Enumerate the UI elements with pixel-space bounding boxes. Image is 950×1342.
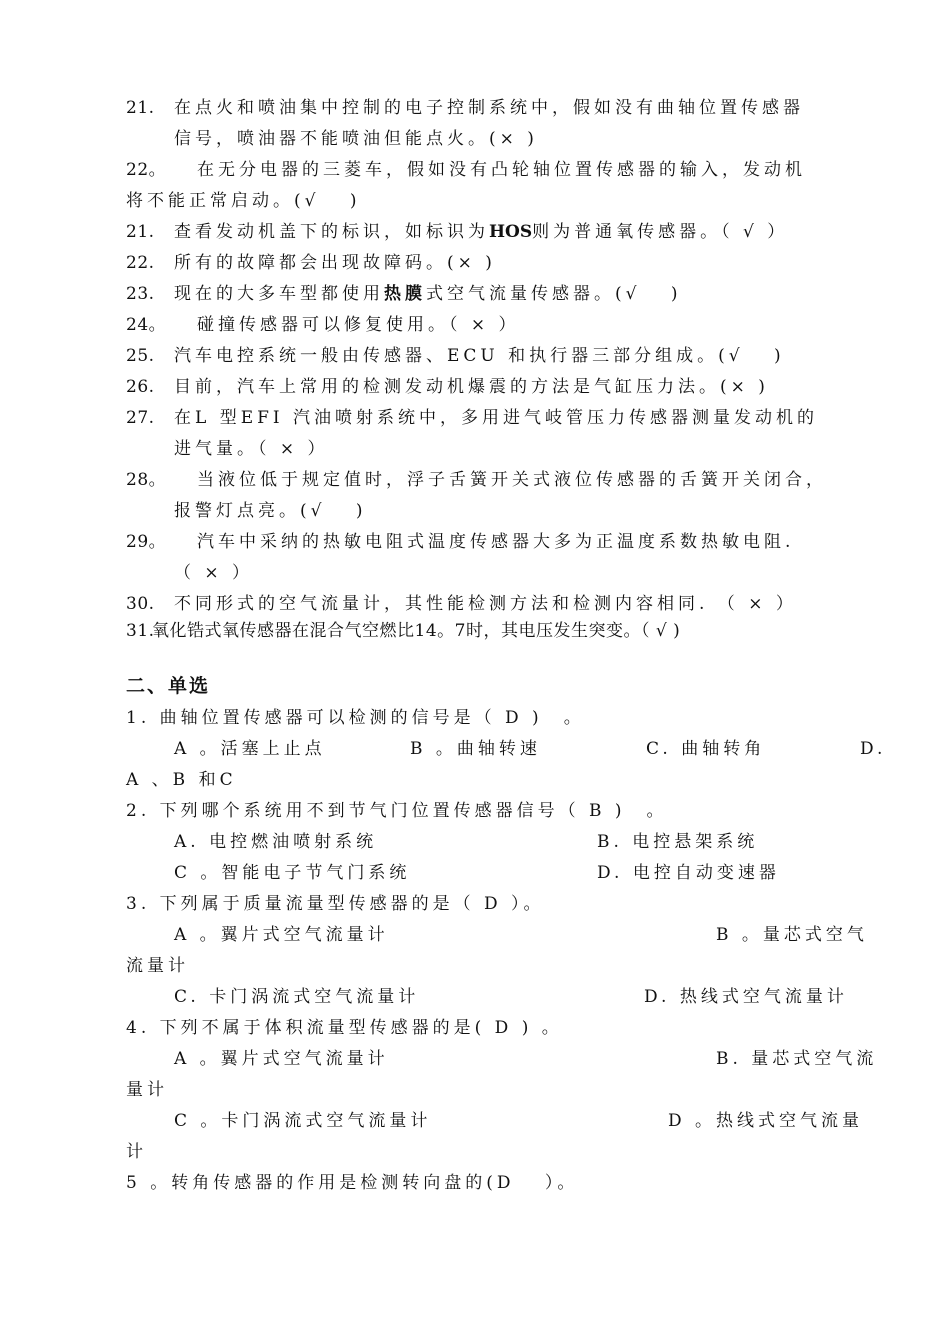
tf-number: 22。	[126, 160, 167, 180]
tf-item-text: 在L 型EFI 汽油喷射系统中，多用进气岐管压力传感器测量发动机的	[174, 408, 819, 428]
tf-number: 27.	[126, 408, 155, 428]
tf-item-text: 碰撞传感器可以修复使用。（ × ）	[197, 315, 520, 335]
bold-term: 热膜	[384, 284, 426, 304]
mc-option-d: D. 热线式空气流量计	[644, 987, 848, 1007]
mc-option-a: A 。翼片式空气流量计	[174, 925, 389, 945]
mc-question: 3. 下列属于质量流量型传感器的是（ D ）。	[126, 894, 545, 914]
tf-number: 26.	[126, 377, 155, 397]
mc-question: 5 。转角传感器的作用是检测转向盘的(D ）。	[126, 1173, 579, 1193]
tf-item-text: 查看发动机盖下的标识，如标识为HOS则为普通氧传感器。（ √ ）	[174, 222, 789, 242]
mc-option-wrap: 计	[126, 1142, 147, 1162]
tf-item-text: 在无分电器的三菱车，假如没有凸轮轴位置传感器的输入，发动机	[197, 160, 806, 180]
tf-item-text: 信号，喷油器不能喷油但能点火。(× )	[174, 129, 538, 149]
tf-item-text: 汽车电控系统一般由传感器、ECU 和执行器三部分组成。(√ )	[174, 346, 785, 366]
mc-option-a: A 。翼片式空气流量计	[174, 1049, 389, 1069]
tf-item-text: 当液位低于规定值时，浮子舌簧开关式液位传感器的舌簧开关闭合，	[197, 470, 827, 490]
tf-number: 22.	[126, 253, 155, 273]
mc-option-c: C. 曲轴转角	[646, 739, 766, 759]
tf-item-text: 现在的大多车型都使用热膜式空气流量传感器。(√ )	[174, 284, 682, 304]
mc-option-b: B. 量芯式空气流	[716, 1049, 878, 1069]
tf-number: 30.	[126, 594, 155, 614]
tf-number: 28。	[126, 470, 167, 490]
bold-term: HOS	[489, 222, 533, 242]
mc-option-c: C 。卡门涡流式空气流量计	[174, 1111, 432, 1131]
tf-item-text: （ × ）	[174, 563, 254, 583]
tf-number: 23.	[126, 284, 155, 304]
tf-item-text: 不同形式的空气流量计，其性能检测方法和检测内容相同. （ × ）	[174, 594, 797, 614]
mc-option-b: B 。量芯式空气	[716, 925, 868, 945]
mc-option-wrap: 量计	[126, 1080, 168, 1100]
tf-number: 21.	[126, 222, 155, 242]
mc-option-c: C. 卡门涡流式空气流量计	[174, 987, 420, 1007]
tf-item-text: 目前，汽车上常用的检测发动机爆震的方法是气缸压力法。(× )	[174, 377, 769, 397]
mc-option-b: B. 电控悬架系统	[597, 832, 759, 852]
mc-question: 1. 曲轴位置传感器可以检测的信号是（ D ) 。	[126, 708, 585, 728]
mc-option-d: D 。热线式空气流量	[668, 1111, 864, 1131]
mc-option-wrap: 流量计	[126, 956, 189, 976]
tf-number: 21.	[126, 98, 155, 118]
tf-item-text: 汽车中采纳的热敏电阻式温度传感器大多为正温度系数热敏电阻.	[197, 532, 795, 552]
mc-option-c: C 。智能电子节气门系统	[174, 863, 411, 883]
tf-number: 24。	[126, 315, 167, 335]
tf-item-text: 将不能正常启动。(√ )	[126, 191, 361, 211]
tf-item-text: 报警灯点亮。(√ )	[174, 501, 367, 521]
tf-number: 31.	[126, 621, 155, 641]
mc-option-wrap: A 、B 和C	[126, 770, 237, 790]
mc-question: 4. 下列不属于体积流量型传感器的是( D ) 。	[126, 1018, 563, 1038]
tf-item-text: 在点火和喷油集中控制的电子控制系统中，假如没有曲轴位置传感器	[174, 98, 804, 118]
tf-item-text: 所有的故障都会出现故障码。(× )	[174, 253, 496, 273]
mc-option-b: B 。曲轴转速	[410, 739, 541, 759]
mc-option-a: A 。活塞上止点	[174, 739, 326, 759]
tf-item-text: 进气量。（ × ）	[174, 439, 329, 459]
section-title: 二、单选	[126, 675, 211, 697]
mc-option-d: D.	[860, 739, 887, 759]
mc-option-a: A. 电控燃油喷射系统	[174, 832, 378, 852]
mc-question: 2. 下列哪个系统用不到节气门位置传感器信号（ B ) 。	[126, 801, 668, 821]
tf-number: 29。	[126, 532, 167, 552]
tf-number: 25.	[126, 346, 155, 366]
mc-option-d: D. 电控自动变速器	[597, 863, 780, 883]
tf-item-text: 氧化锆式氧传感器在混合气空燃比14。7时，其电压发生突变。（ √ )	[152, 621, 681, 641]
